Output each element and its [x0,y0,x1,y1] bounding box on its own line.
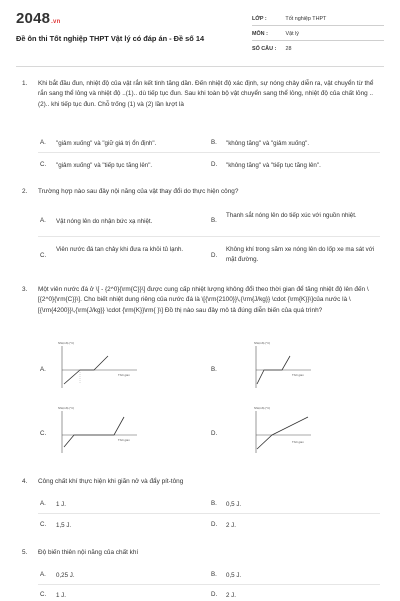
y-axis-label: Nhiệt độ (°C) [254,406,271,410]
temperature-curve [64,417,124,447]
q5-option-c-text[interactable]: 1 J. [56,592,66,599]
q3-graph-b[interactable] [226,340,316,392]
q3-graph-d[interactable] [226,405,316,457]
q3-option-c-label[interactable]: C. [40,430,47,437]
header-divider [16,66,384,67]
q3-graph-c[interactable] [52,405,142,457]
question-4-number: 4. [22,478,28,485]
x-axis-label: Thời gian [292,440,304,444]
document-title: Đề ôn thi Tốt nghiệp THPT Vật lý có đáp án - Đề số 14 [16,34,205,43]
q4-option-c-label[interactable]: C. [40,521,47,528]
q5-option-b-label[interactable]: B. [211,571,217,578]
meta-count-key: SỐ CÂU : [252,46,277,52]
q1-option-b-label[interactable]: B. [211,139,217,146]
q3-graph-a[interactable] [52,340,142,392]
q1-option-a-text[interactable]: "giảm xuống" và "giữ giá trị ổn định". [56,140,157,147]
q5-option-d-text[interactable]: 2 J. [226,592,236,599]
q4-option-b-label[interactable]: B. [211,500,217,507]
q2-option-b-text[interactable]: Thanh sắt nóng lên do tiếp xúc với nguồn nhiệt. [226,212,357,219]
q2-option-a-label[interactable]: A. [40,217,46,224]
q2-option-a-text[interactable]: Vật nóng lên do nhận bức xạ nhiệt. [56,218,153,225]
q5-option-d-label[interactable]: D. [211,591,218,598]
q2-option-c-label[interactable]: C. [40,252,47,259]
question-3-text: Một viên nước đá ở \[ - {2^0}{\rm{C}}\] được cung cấp nhiệt lượng không đổi theo thời gian để tăng nhiệt độ lên đến \[{2^0}{\rm{C}}\]. Cho biết nhiệt dung riêng của nước đá là \[{\rm{2100}}\,{\rm{J/kg}} \cdot {\rm{K}}\]của nước là \[{\rm{4200}}\,{\rm{J/kg}} \cdot {\rm{K}}\rm{ }\] Đồ thị nào sau đây mô tả đúng diễn biến của quá trình? [38,286,369,314]
q5-option-c-label[interactable]: C. [40,591,47,598]
option-divider [38,584,380,585]
temperature-curve [257,417,308,449]
question-2-number: 2. [22,188,28,195]
q1-option-d-label[interactable]: D. [211,161,218,168]
meta-count-value: 28 [285,46,292,52]
q1-option-d-text[interactable]: "không tăng" và "tiếp tục tăng lên". [226,162,321,169]
option-divider [38,513,380,514]
q4-option-b-text[interactable]: 0,5 J. [226,501,242,508]
site-logo[interactable] [16,10,60,27]
q3-option-d-label[interactable]: D. [211,430,218,437]
q1-option-a-label[interactable]: A. [40,139,46,146]
y-axis-label: Nhiệt độ (°C) [58,341,75,345]
q4-option-d-label[interactable]: D. [211,521,218,528]
question-3-number: 3. [22,286,28,293]
x-axis-label: Thời gian [292,373,304,377]
question-1-text: Khi bắt đầu đun, nhiệt độ của vật rắn kết tinh tăng dần. Đến nhiệt độ xác định, sự nóng chảy diễn ra, vật chuyển từ thể rắn sang thể lỏng và nhiệt độ ..(1).. dù tiếp tục đun. Sau khi toàn bộ vật chuyển sang thể lỏng, nhiệt độ của chất lỏng ..(2).. khi tiếp tục đun. Chỗ trống (1) và (2) lần lượt là [38,80,374,108]
q2-option-b-label[interactable]: B. [211,217,217,224]
logo-name: 2048 [16,10,51,27]
option-divider [38,236,380,237]
meta-divider [252,40,384,41]
meta-divider [252,25,384,26]
meta-class-value: Tốt nghiệp THPT [285,16,327,22]
y-axis-label: Nhiệt độ (°C) [254,341,271,345]
meta-class-key: LỚP : [252,16,267,22]
meta-subject [252,31,299,37]
q1-option-b-text[interactable]: "không tăng" và "giảm xuống". [226,140,310,147]
question-1-number: 1. [22,80,28,87]
meta-class [252,16,326,22]
q4-option-a-text[interactable]: 1 J. [56,501,66,508]
meta-subject-key: MÔN : [252,31,268,37]
meta-subject-value: Vật lý [285,31,299,37]
q5-option-a-label[interactable]: A. [40,571,46,578]
logo-suffix: .vn [51,19,61,25]
option-divider [38,152,380,153]
q4-option-a-label[interactable]: A. [40,500,46,507]
y-axis-label: Nhiệt độ (°C) [58,406,75,410]
meta-count [252,46,292,52]
question-2-text: Trường hợp nào sau đây nội năng của vật thay đổi do thực hiện công? [38,188,239,195]
q1-option-c-label[interactable]: C. [40,161,47,168]
page-header [0,0,400,64]
q5-option-b-text[interactable]: 0,5 J. [226,572,242,579]
q2-option-d-label[interactable]: D. [211,252,218,259]
q1-option-c-text[interactable]: "giảm xuống" và "tiếp tục tăng lên". [56,162,153,169]
q3-option-a-label[interactable]: A. [40,366,46,373]
q2-option-d-text[interactable]: Không khí trong săm xe nóng lên do lốp xe ma sát với mặt đường. [226,246,375,263]
question-5-text: Độ biến thiên nội năng của chất khí [38,549,139,556]
q5-option-a-text[interactable]: 0,25 J. [56,572,75,579]
q4-option-d-text[interactable]: 2 J. [226,522,236,529]
q4-option-c-text[interactable]: 1,5 J. [56,522,72,529]
x-axis-label: Thời gian [118,438,130,442]
q2-option-c-text[interactable]: Viên nước đá tan chảy khi đưa ra khỏi tủ lạnh. [56,246,184,253]
q3-option-b-label[interactable]: B. [211,366,217,373]
question-4-text: Công chất khí thực hiện khi giãn nở và đẩy pít-tông [38,478,184,485]
question-5-number: 5. [22,549,28,556]
x-axis-label: Thời gian [118,373,130,377]
